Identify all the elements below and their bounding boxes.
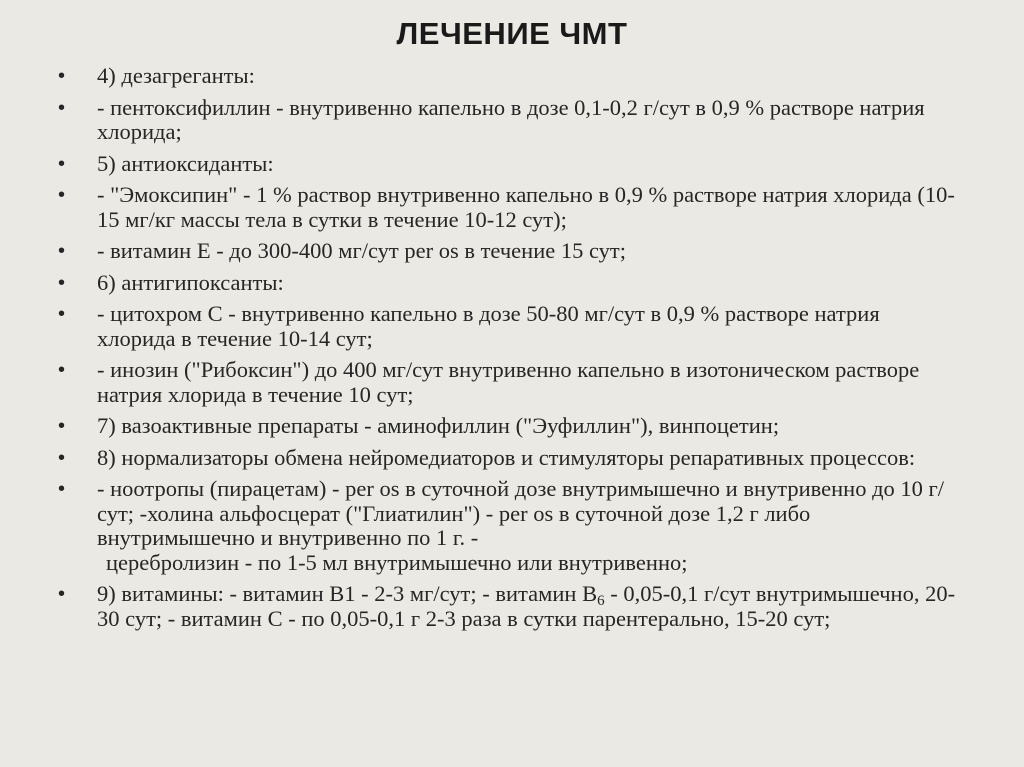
bullet-icon: •: [58, 478, 66, 500]
list-item-nootropics: [58, 477, 958, 575]
list-item: [58, 239, 958, 264]
list-item: [58, 183, 958, 232]
list-item: [58, 414, 958, 439]
list-item: [58, 96, 958, 145]
bullet-icon: •: [58, 65, 66, 87]
slide-title: ЛЕЧЕНИЕ ЧМТ: [396, 16, 628, 51]
item-text-continuation: церебролизин - по 1-5 мл внутримышечно или внутривенно;: [106, 549, 688, 575]
bullet-icon: •: [58, 184, 66, 206]
item-text: 8) нормализаторы обмена нейромедиаторов и стимуляторы репаративных процессов:: [97, 444, 916, 470]
list-item: [58, 152, 958, 177]
item-text: 4) дезагреганты:: [97, 63, 255, 88]
bullet-icon: •: [58, 96, 66, 119]
item-text-continuation: - 0,05-0,1 г/сут внутримышечно, 20-30 сут; - витамин С - по 0,05-0,1 г 2-3 раза в сутки парентерально, 15-20 сут;: [97, 581, 956, 631]
bullet-icon: •: [58, 359, 66, 381]
list-item: [58, 64, 958, 89]
bullet-icon: •: [58, 446, 66, 469]
list-item: [58, 302, 958, 351]
bullet-icon: •: [58, 152, 66, 175]
item-text: - инозин ("Рибоксин") до 400 мг/сут внутривенно капельно в изотоническом растворе натрия хлорида в течение 10 сут;: [97, 357, 920, 407]
list-item: [58, 446, 958, 471]
item-text: 5) антиоксиданты:: [97, 150, 274, 176]
bullet-list: [58, 64, 958, 638]
bullet-icon: •: [58, 583, 66, 605]
item-text: 7) вазоактивные препараты - аминофиллин ("Эуфиллин"), винпоцетин;: [97, 413, 780, 438]
item-text: - витамин Е - до 300-400 мг/сут per os в течение 15 сут;: [97, 238, 627, 263]
bullet-icon: •: [58, 303, 66, 325]
item-text: - цитохром С - внутривенно капельно в дозе 50-80 мг/сут в 0,9 % растворе натрия хлорида в течение 10-14 сут;: [97, 301, 880, 351]
item-text: 9) витамины: - витамин В1 - 2-3 мг/сут; - витамин В: [97, 581, 598, 606]
bullet-icon: •: [58, 271, 66, 294]
item-text: - пентоксифиллин - внутривенно капельно в дозе 0,1-0,2 г/сут в 0,9 % растворе натрия хлорида;: [97, 94, 925, 144]
item-text: 6) антигипоксанты:: [97, 269, 284, 295]
item-text: - ноотропы (пирацетам) - per os в суточной дозе внутримышечно и внутривенно до 10 г/сут; -холина альфосцерат ("Глиатилин") - per os в суточной дозе 1,2 г либо внутримышечно и внутривенно по 1 г. -: [97, 476, 945, 550]
subscript: 6: [597, 593, 605, 609]
list-item-vitamins: [58, 582, 958, 631]
bullet-icon: •: [58, 415, 66, 437]
list-item: [58, 358, 958, 407]
bullet-icon: •: [58, 240, 66, 262]
list-item: [58, 271, 958, 296]
item-text: - "Эмоксипин" - 1 % раствор внутривенно капельно в 0,9 % растворе натрия хлорида (10-15 мг/кг массы тела в сутки в течение 10-12 сут);: [97, 182, 955, 232]
